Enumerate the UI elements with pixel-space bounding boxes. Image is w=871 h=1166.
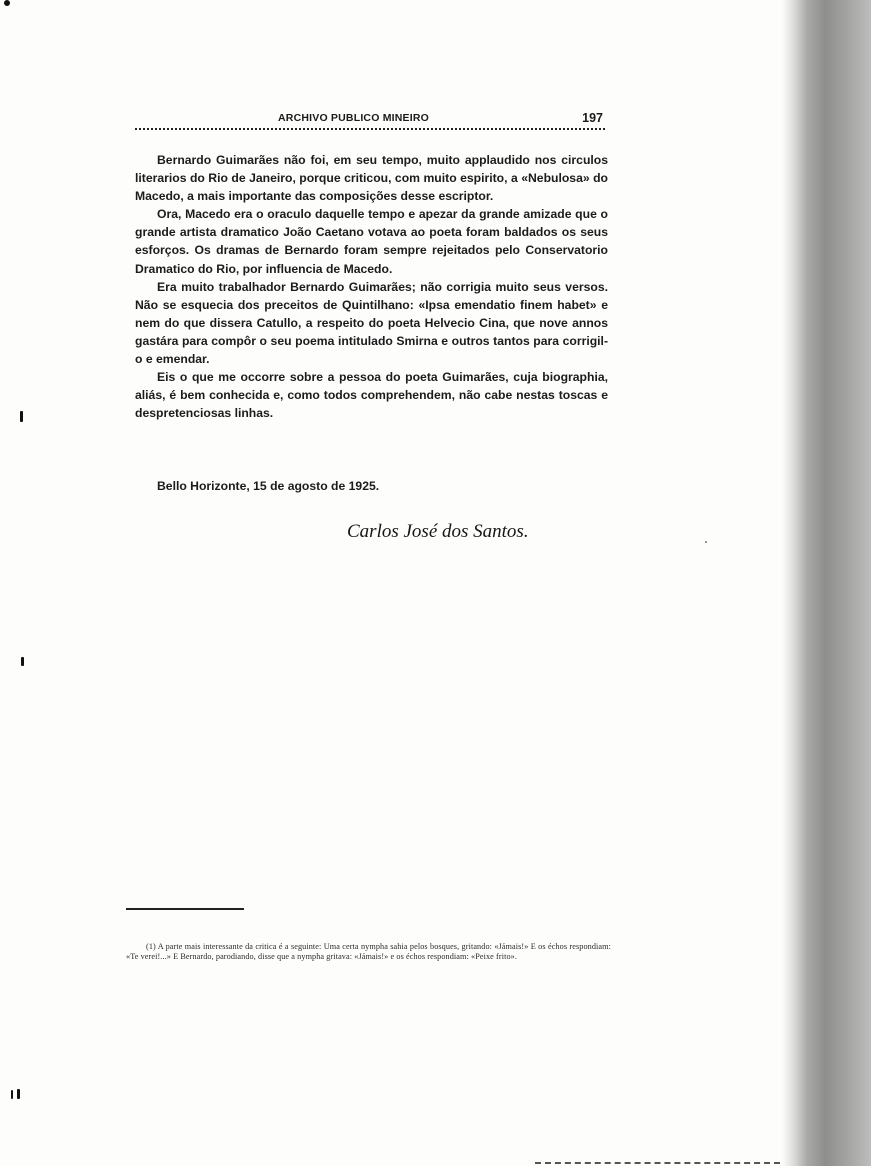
scan-speck <box>20 411 23 422</box>
running-head: ARCHIVO PUBLICO MINEIRO <box>278 112 430 124</box>
paragraph: Eis o que me occorre sobre a pessoa do poeta Guimarães, cuja biographia, aliás, é bem conhecida e, como todos comprehendem, não cabe nestas toscas e despretenciosas linhas. <box>135 370 608 421</box>
footnote-text: (1) A parte mais interessante da critica é a seguinte: Uma certa nympha sahia pelos bosques, gritando: «Jámais!» E os échos respondiam: «Te verei!...» E Bernardo, parodiando, disse que a nympha gritava: «Jámais!» e os échos respondiam: «Peixe frito». <box>126 942 611 961</box>
scan-speck <box>705 541 707 543</box>
header-rule <box>135 128 605 130</box>
scan-speck <box>17 1089 20 1099</box>
paragraph: Ora, Macedo era o oraculo daquelle tempo e apezar da grande amizade que o grande artista dramatico João Caetano votava ao poeta foram baldados os seus esforços. Os dramas de Bernardo foram sempre rejeitados pelo Conservatorio Dramatico do Rio, por influencia de Macedo. <box>135 207 608 276</box>
scan-speck <box>11 1090 13 1099</box>
dateline: Bello Horizonte, 15 de agosto de 1925. <box>157 479 380 493</box>
bottom-edge-dashes <box>535 1162 780 1164</box>
footnote <box>126 942 611 961</box>
signature: Carlos José dos Santos. <box>347 521 529 542</box>
binding-edge <box>785 0 871 1166</box>
page-number: 197 <box>582 111 603 125</box>
footnote-rule <box>126 908 244 910</box>
paragraph: Era muito trabalhador Bernardo Guimarães; não corrigia muito seus versos. Não se esquecia dos preceitos de Quintilhano: «Ipsa emendatio finem habet» e nem do que dissera Catullo, a respeito do poeta Helvecio Cina, que nove annos gastára para compôr o seu poema intitulado Smirna e outros tantos para corrigil-o e emendar. <box>135 279 608 367</box>
body-text <box>135 151 608 422</box>
scan-speck <box>4 0 10 6</box>
scan-speck <box>21 657 24 666</box>
paragraph: Bernardo Guimarães não foi, em seu tempo, muito applaudido nos circulos literarios do Rio de Janeiro, porque criticou, com muito espirito, a «Nebulosa» do Macedo, a mais importante das composições desse escriptor. <box>135 153 608 204</box>
